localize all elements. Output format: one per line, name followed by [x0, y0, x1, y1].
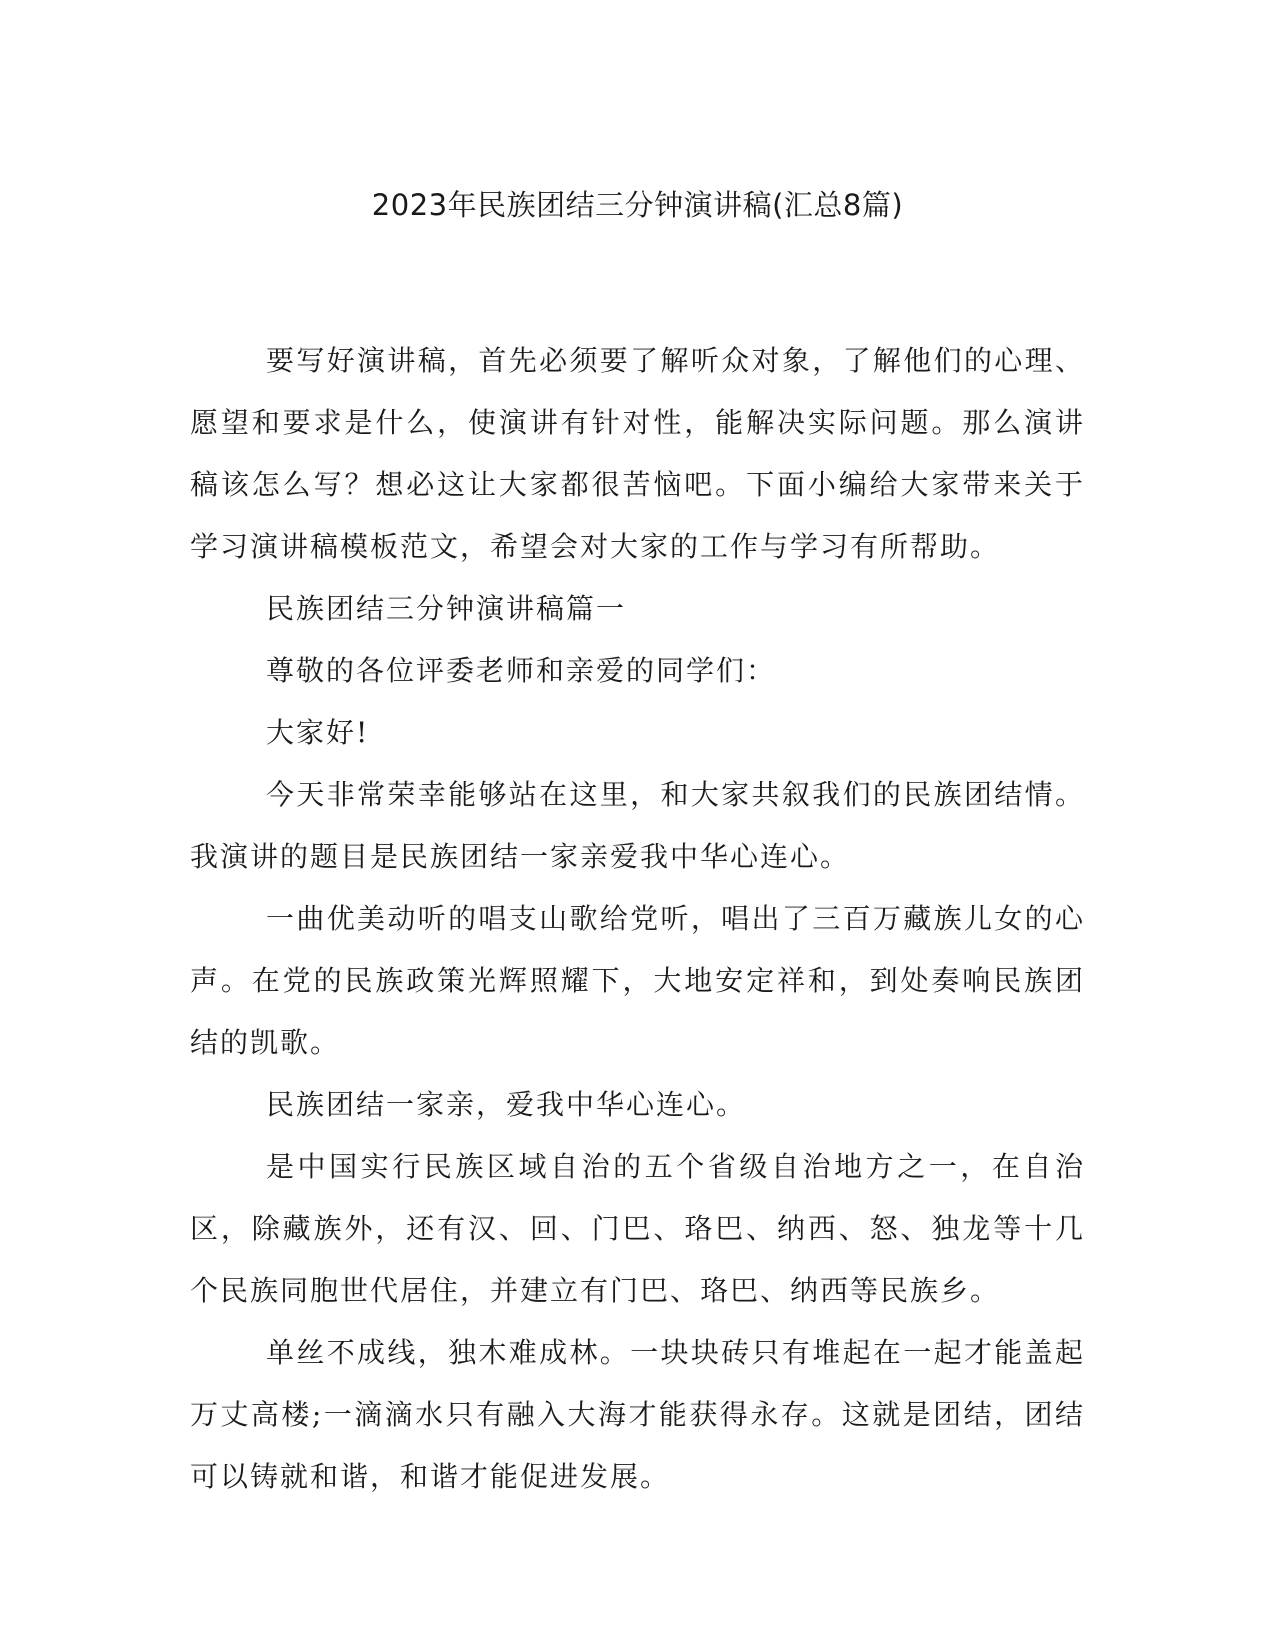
document-body	[190, 330, 1085, 1508]
section-heading-1: 民族团结三分钟演讲稿篇一	[266, 592, 627, 625]
paragraph: 今天非常荣幸能够站在这里，和大家共叙我们的民族团结情。我演讲的题目是民族团结一家亲爱我中华心连心。	[190, 778, 1085, 873]
greeting: 大家好!	[266, 716, 370, 749]
paragraph: 是中国实行民族区域自治的五个省级自治地方之一，在自治区，除藏族外，还有汉、回、门巴、珞巴、纳西、怒、独龙等十几个民族同胞世代居住，并建立有门巴、珞巴、纳西等民族乡。	[190, 1150, 1085, 1307]
paragraph: 一曲优美动听的唱支山歌给党听，唱出了三百万藏族儿女的心声。在党的民族政策光辉照耀下，大地安定祥和，到处奏响民族团结的凯歌。	[190, 902, 1085, 1059]
paragraph: 民族团结一家亲，爱我中华心连心。	[266, 1088, 747, 1121]
paragraph-intro: 要写好演讲稿，首先必须要了解听众对象，了解他们的心理、愿望和要求是什么，使演讲有针对性，能解决实际问题。那么演讲稿该怎么写？想必这让大家都很苦恼吧。下面小编给大家带来关于学习演讲稿模板范文，希望会对大家的工作与学习有所帮助。	[190, 344, 1085, 563]
salutation: 尊敬的各位评委老师和亲爱的同学们：	[266, 654, 777, 687]
paragraph: 单丝不成线，独木难成林。一块块砖只有堆起在一起才能盖起万丈高楼;一滴滴水只有融入大海才能获得永存。这就是团结，团结可以铸就和谐，和谐才能促进发展。	[190, 1336, 1085, 1493]
document-title: 2023年民族团结三分钟演讲稿(汇总8篇)	[371, 188, 904, 222]
